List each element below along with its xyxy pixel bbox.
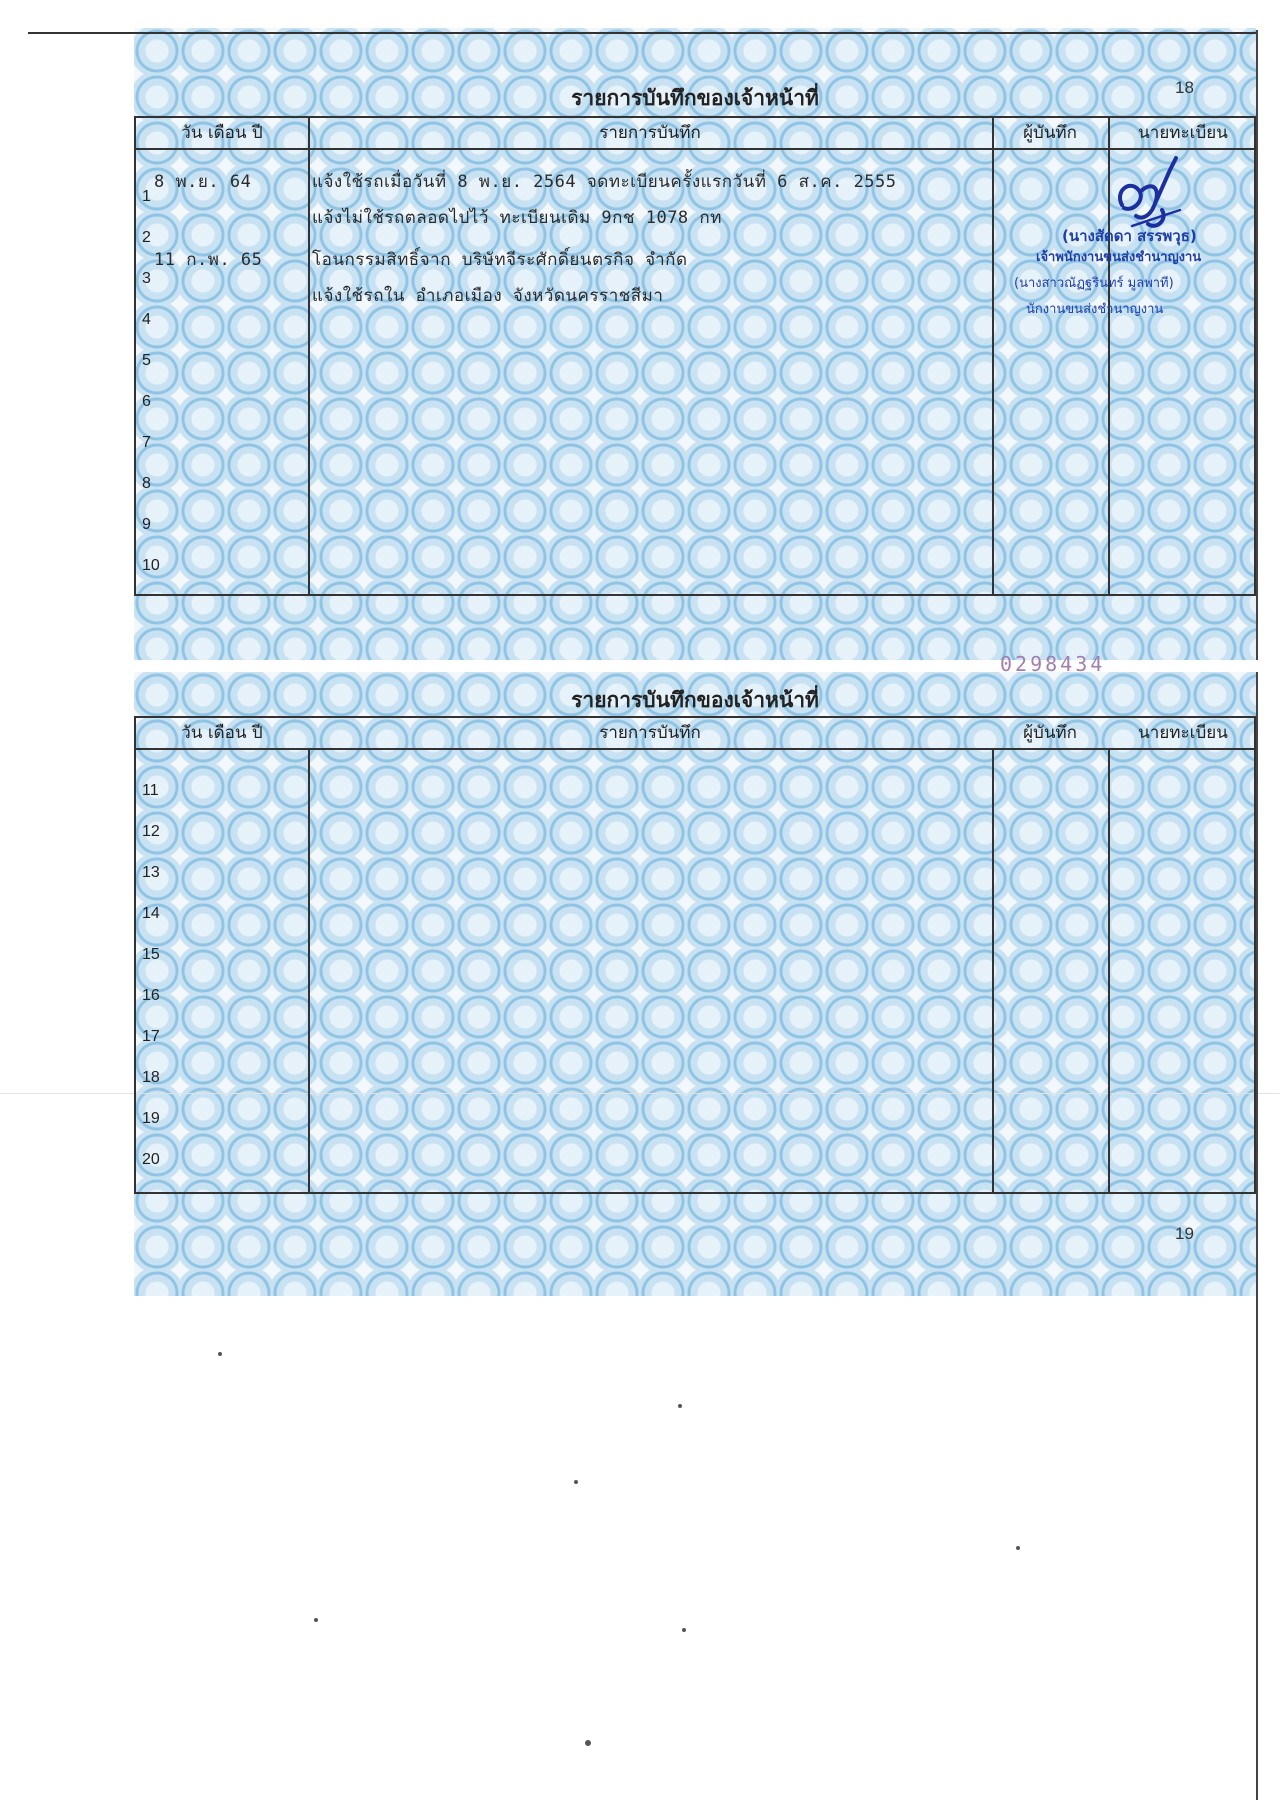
header-registrar: นายทะเบียน (1138, 723, 1228, 743)
scan-speck (218, 1352, 222, 1356)
page-number-bottom: 19 (1175, 1224, 1194, 1243)
row-number: 1 (142, 188, 151, 205)
column-divider (1108, 750, 1110, 1192)
column-divider (992, 750, 994, 1192)
row-number: 12 (142, 823, 160, 840)
header-entry: รายการบันทึก (599, 723, 701, 743)
column-divider (308, 750, 310, 1192)
row-number: 2 (142, 229, 151, 246)
entry-date-1: 8 พ.ย. 64 (154, 172, 252, 192)
header-registrar: นายทะเบียน (1138, 123, 1228, 143)
row-number: 5 (142, 352, 151, 369)
entry-text-4: แจ้งใช้รถใน อำเภอเมือง จังหวัดนครราชสีมา (312, 286, 664, 306)
right-rule (1256, 30, 1258, 1800)
row-number: 16 (142, 987, 160, 1004)
stamp-title-1: เจ้าพนักงานขนส่งชำนาญงาน (1036, 250, 1202, 265)
header-recorder: ผู้บันทึก (1023, 123, 1077, 143)
section2-header-row (136, 718, 1254, 750)
row-number: 10 (142, 557, 160, 574)
stamp-title-2: นักงานขนส่งชำนาญงาน (1026, 302, 1164, 317)
scan-speck (585, 1740, 591, 1746)
section1-header-row (136, 118, 1254, 150)
entry-text-2: แจ้งไม่ใช้รถตลอดไปไว้ ทะเบียนเดิม 9กช 1078 กท (312, 208, 722, 228)
page-number-top: 18 (1175, 78, 1194, 97)
row-number: 13 (142, 864, 160, 881)
row-number: 7 (142, 434, 151, 451)
row-number: 14 (142, 905, 160, 922)
serial-number: 0298434 (1000, 652, 1106, 676)
stamp-name-2: (นางสาวณัฏฐรินทร์ มูลพาที) (1014, 276, 1174, 291)
scan-speck (682, 1628, 686, 1632)
column-divider (308, 118, 310, 594)
row-number: 20 (142, 1151, 160, 1168)
header-date: วัน เดือน ปี (181, 123, 263, 143)
row-number: 15 (142, 946, 160, 963)
section2-title: รายการบันทึกของเจ้าหน้าที่ (571, 688, 819, 712)
row-number: 8 (142, 475, 151, 492)
row-number: 9 (142, 516, 151, 533)
scan-speck (1016, 1546, 1020, 1550)
entry-text-3: โอนกรรมสิทธิ์จาก บริษัทจีระศักดิ์ยนตรกิจ จำกัด (312, 250, 688, 270)
entry-date-3: 11 ก.พ. 65 (154, 250, 263, 270)
row-number: 6 (142, 393, 151, 410)
scan-speck (574, 1480, 578, 1484)
row-number: 4 (142, 311, 151, 328)
column-divider (992, 118, 994, 594)
entry-text-1: แจ้งใช้รถเมื่อวันที่ 8 พ.ย. 2564 จดทะเบียนครั้งแรกวันที่ 6 ส.ค. 2555 (312, 172, 897, 192)
registrar-signature (1092, 150, 1192, 260)
scan-speck (314, 1618, 318, 1622)
top-rule (28, 32, 1258, 34)
section1-table (134, 116, 1256, 596)
header-date: วัน เดือน ปี (181, 723, 263, 743)
row-number: 19 (142, 1110, 160, 1127)
section2-table (134, 716, 1256, 1194)
section1-title: รายการบันทึกของเจ้าหน้าที่ (571, 86, 819, 110)
row-number: 3 (142, 270, 151, 287)
stamp-name-1: (นางสัดดา สรรพวุธ) (1062, 227, 1197, 245)
row-number: 18 (142, 1069, 160, 1086)
header-entry: รายการบันทึก (599, 123, 701, 143)
header-recorder: ผู้บันทึก (1023, 723, 1077, 743)
scan-speck (678, 1404, 682, 1408)
row-number: 11 (142, 782, 159, 799)
row-number: 17 (142, 1028, 160, 1045)
